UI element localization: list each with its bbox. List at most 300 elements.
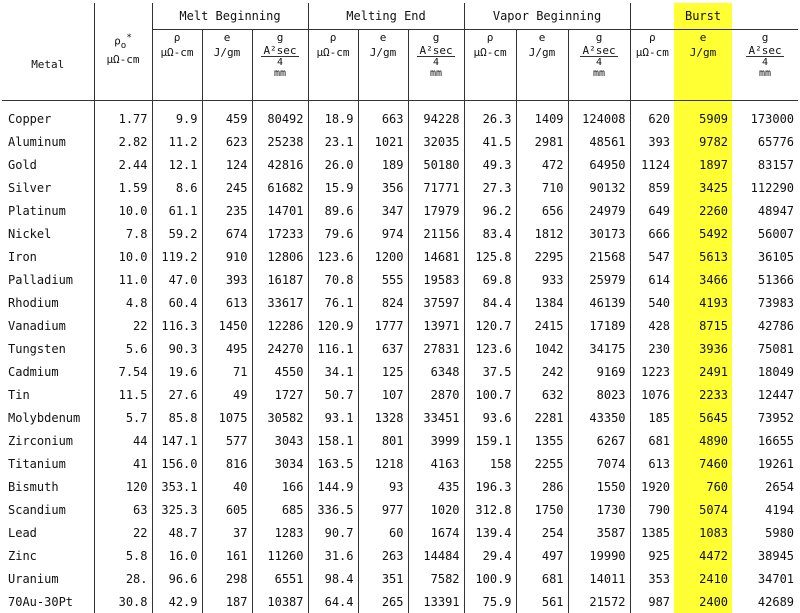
cell-me-rho: 79.6	[308, 222, 358, 245]
cell-me-e: 125	[358, 360, 408, 383]
cell-mb-g: 30582	[252, 406, 308, 429]
cell-b-rho: 1920	[630, 475, 674, 498]
table-row	[2, 314, 798, 337]
group-burst: Burst	[674, 3, 732, 30]
cell-b-e: 5613	[674, 245, 732, 268]
table-row	[2, 475, 798, 498]
cell-vb-rho: 69.8	[464, 268, 516, 291]
cell-vb-rho: 96.2	[464, 199, 516, 222]
cell-vb-rho: 120.7	[464, 314, 516, 337]
cell-vb-e: 286	[516, 475, 568, 498]
cell-mb-g: 42816	[252, 153, 308, 176]
cell-mb-rho: 90.3	[152, 337, 202, 360]
cell-rho0: 120	[94, 475, 152, 498]
cell-vb-e: 1042	[516, 337, 568, 360]
table-row	[2, 107, 798, 130]
cell-vb-g: 6267	[568, 429, 630, 452]
cell-mb-e: 71	[202, 360, 252, 383]
cell-mb-g: 3043	[252, 429, 308, 452]
cell-b-rho: 649	[630, 199, 674, 222]
cell-mb-rho: 19.6	[152, 360, 202, 383]
cell-me-g: 2870	[408, 383, 464, 406]
cell-vb-e: 2295	[516, 245, 568, 268]
cell-vb-g: 48561	[568, 130, 630, 153]
cell-me-g: 13391	[408, 590, 464, 613]
cell-mb-e: 495	[202, 337, 252, 360]
cell-mb-g: 25238	[252, 130, 308, 153]
cell-metal: Palladium	[2, 268, 94, 291]
cell-me-g: 1674	[408, 521, 464, 544]
cell-mb-g: 10387	[252, 590, 308, 613]
cell-me-rho: 123.6	[308, 245, 358, 268]
cell-b-e: 4890	[674, 429, 732, 452]
cell-b-e: 5645	[674, 406, 732, 429]
cell-b-rho: 1124	[630, 153, 674, 176]
cell-vb-g: 124008	[568, 107, 630, 130]
cell-mb-rho: 325.3	[152, 498, 202, 521]
cell-me-g: 17979	[408, 199, 464, 222]
cell-rho0: 22	[94, 314, 152, 337]
cell-vb-g: 7074	[568, 452, 630, 475]
cell-me-g: 19583	[408, 268, 464, 291]
cell-metal: Zinc	[2, 544, 94, 567]
cell-mb-e: 910	[202, 245, 252, 268]
cell-mb-g: 3034	[252, 452, 308, 475]
table-row	[2, 406, 798, 429]
cell-b-e: 2260	[674, 199, 732, 222]
cell-rho0: 63	[94, 498, 152, 521]
cell-metal: Platinum	[2, 199, 94, 222]
cell-mb-g: 1727	[252, 383, 308, 406]
cell-me-rho: 90.7	[308, 521, 358, 544]
cell-metal: Gold	[2, 153, 94, 176]
cell-vb-g: 43350	[568, 406, 630, 429]
cell-vb-g: 17189	[568, 314, 630, 337]
metal-column-header: Metal	[2, 30, 94, 101]
cell-b-g: 4194	[732, 498, 798, 521]
cell-b-g: 36105	[732, 245, 798, 268]
cell-mb-rho: 96.6	[152, 567, 202, 590]
cell-me-g: 94228	[408, 107, 464, 130]
cell-b-g: 73952	[732, 406, 798, 429]
cell-rho0: 2.44	[94, 153, 152, 176]
mb-rho-header: ρ μΩ-cm	[152, 30, 202, 101]
cell-me-g: 32035	[408, 130, 464, 153]
table-row	[2, 521, 798, 544]
cell-mb-rho: 119.2	[152, 245, 202, 268]
cell-metal: Vanadium	[2, 314, 94, 337]
cell-b-rho: 666	[630, 222, 674, 245]
cell-metal: Silver	[2, 176, 94, 199]
cell-mb-e: 1450	[202, 314, 252, 337]
cell-me-rho: 163.5	[308, 452, 358, 475]
cell-rho0: 28.	[94, 567, 152, 590]
cell-b-e: 7460	[674, 452, 732, 475]
cell-vb-e: 1812	[516, 222, 568, 245]
cell-mb-rho: 85.8	[152, 406, 202, 429]
table-row	[2, 567, 798, 590]
cell-metal: Iron	[2, 245, 94, 268]
cell-rho0: 11.0	[94, 268, 152, 291]
cell-b-rho: 547	[630, 245, 674, 268]
cell-b-rho: 185	[630, 406, 674, 429]
cell-mb-e: 235	[202, 199, 252, 222]
table-body	[2, 101, 798, 613]
cell-me-e: 824	[358, 291, 408, 314]
cell-me-g: 37597	[408, 291, 464, 314]
cell-metal: Cadmium	[2, 360, 94, 383]
cell-b-g: 19261	[732, 452, 798, 475]
cell-metal: Aluminum	[2, 130, 94, 153]
cell-mb-rho: 61.1	[152, 199, 202, 222]
cell-vb-g: 24979	[568, 199, 630, 222]
cell-mb-e: 393	[202, 268, 252, 291]
cell-mb-e: 37	[202, 521, 252, 544]
cell-me-e: 1200	[358, 245, 408, 268]
cell-vb-g: 30173	[568, 222, 630, 245]
cell-b-e: 2410	[674, 567, 732, 590]
cell-mb-rho: 8.6	[152, 176, 202, 199]
cell-b-rho: 859	[630, 176, 674, 199]
cell-rho0: 7.54	[94, 360, 152, 383]
cell-mb-e: 245	[202, 176, 252, 199]
cell-mb-rho: 9.9	[152, 107, 202, 130]
cell-b-e: 3936	[674, 337, 732, 360]
cell-vb-g: 25979	[568, 268, 630, 291]
cell-mb-e: 623	[202, 130, 252, 153]
cell-vb-rho: 29.4	[464, 544, 516, 567]
cell-vb-g: 46139	[568, 291, 630, 314]
cell-mb-rho: 59.2	[152, 222, 202, 245]
cell-b-g: 83157	[732, 153, 798, 176]
cell-me-rho: 26.0	[308, 153, 358, 176]
cell-b-e: 5074	[674, 498, 732, 521]
cell-b-rho: 613	[630, 452, 674, 475]
cell-vb-rho: 27.3	[464, 176, 516, 199]
cell-mb-rho: 42.9	[152, 590, 202, 613]
cell-me-e: 1777	[358, 314, 408, 337]
cell-vb-e: 2981	[516, 130, 568, 153]
cell-vb-e: 2415	[516, 314, 568, 337]
cell-mb-g: 17233	[252, 222, 308, 245]
cell-me-rho: 76.1	[308, 291, 358, 314]
cell-vb-e: 497	[516, 544, 568, 567]
cell-mb-rho: 116.3	[152, 314, 202, 337]
cell-metal: Nickel	[2, 222, 94, 245]
cell-b-g: 2654	[732, 475, 798, 498]
cell-me-rho: 23.1	[308, 130, 358, 153]
cell-metal: Bismuth	[2, 475, 94, 498]
cell-b-g: 51366	[732, 268, 798, 291]
me-g-header: g $\frac{\text{A²sec}}{4}$ mm	[408, 30, 464, 101]
cell-mb-g: 11260	[252, 544, 308, 567]
cell-rho0: 4.8	[94, 291, 152, 314]
cell-vb-rho: 196.3	[464, 475, 516, 498]
cell-me-g: 7582	[408, 567, 464, 590]
cell-me-rho: 18.9	[308, 107, 358, 130]
cell-vb-rho: 75.9	[464, 590, 516, 613]
cell-mb-e: 674	[202, 222, 252, 245]
cell-rho0: 30.8	[94, 590, 152, 613]
me-e-header: e J/gm	[358, 30, 408, 101]
table-row	[2, 199, 798, 222]
cell-mb-rho: 16.0	[152, 544, 202, 567]
cell-me-e: 263	[358, 544, 408, 567]
cell-mb-g: 4550	[252, 360, 308, 383]
cell-me-rho: 98.4	[308, 567, 358, 590]
cell-mb-e: 187	[202, 590, 252, 613]
cell-me-e: 60	[358, 521, 408, 544]
cell-mb-e: 49	[202, 383, 252, 406]
cell-vb-rho: 123.6	[464, 337, 516, 360]
cell-vb-g: 34175	[568, 337, 630, 360]
cell-me-rho: 64.4	[308, 590, 358, 613]
metal-properties-table	[2, 3, 798, 613]
cell-me-e: 974	[358, 222, 408, 245]
cell-vb-e: 2255	[516, 452, 568, 475]
cell-b-g: 5980	[732, 521, 798, 544]
vb-rho-header: ρ μΩ-cm	[464, 30, 516, 101]
cell-me-g: 14681	[408, 245, 464, 268]
table-row	[2, 130, 798, 153]
sub-header-row	[2, 30, 798, 101]
vb-e-header: e J/gm	[516, 30, 568, 101]
cell-b-e: 1083	[674, 521, 732, 544]
cell-b-rho: 1385	[630, 521, 674, 544]
cell-b-e: 4193	[674, 291, 732, 314]
cell-vb-e: 710	[516, 176, 568, 199]
cell-mb-g: 1283	[252, 521, 308, 544]
group-header-row	[2, 3, 798, 30]
cell-mb-g: 6551	[252, 567, 308, 590]
cell-metal: Zirconium	[2, 429, 94, 452]
cell-me-rho: 34.1	[308, 360, 358, 383]
cell-me-e: 1021	[358, 130, 408, 153]
cell-b-rho: 230	[630, 337, 674, 360]
cell-vb-e: 254	[516, 521, 568, 544]
cell-mb-e: 459	[202, 107, 252, 130]
cell-vb-rho: 83.4	[464, 222, 516, 245]
cell-metal: Tungsten	[2, 337, 94, 360]
cell-me-e: 977	[358, 498, 408, 521]
cell-metal: Rhodium	[2, 291, 94, 314]
group-melt-beginning: Melt Beginning	[152, 3, 308, 30]
cell-vb-e: 1750	[516, 498, 568, 521]
cell-mb-e: 613	[202, 291, 252, 314]
cell-me-e: 93	[358, 475, 408, 498]
cell-mb-rho: 147.1	[152, 429, 202, 452]
cell-mb-e: 40	[202, 475, 252, 498]
cell-vb-e: 2281	[516, 406, 568, 429]
cell-vb-rho: 93.6	[464, 406, 516, 429]
cell-me-e: 347	[358, 199, 408, 222]
cell-b-g: 173000	[732, 107, 798, 130]
cell-me-g: 27831	[408, 337, 464, 360]
cell-me-g: 14484	[408, 544, 464, 567]
burst-rho-header: ρ μΩ-cm	[630, 30, 674, 101]
cell-b-e: 2233	[674, 383, 732, 406]
cell-me-e: 189	[358, 153, 408, 176]
cell-rho0: 1.59	[94, 176, 152, 199]
table-row	[2, 337, 798, 360]
cell-vb-e: 1355	[516, 429, 568, 452]
rho0-column-header: $\rho_o^*$ μΩ-cm	[94, 30, 152, 101]
cell-b-g: 42689	[732, 590, 798, 613]
cell-b-g: 73983	[732, 291, 798, 314]
cell-me-g: 3999	[408, 429, 464, 452]
cell-me-e: 637	[358, 337, 408, 360]
cell-vb-g: 21572	[568, 590, 630, 613]
cell-vb-rho: 26.3	[464, 107, 516, 130]
me-rho-header: ρ μΩ-cm	[308, 30, 358, 101]
cell-mb-e: 161	[202, 544, 252, 567]
cell-b-e: 4472	[674, 544, 732, 567]
cell-b-rho: 790	[630, 498, 674, 521]
cell-metal: Titanium	[2, 452, 94, 475]
cell-b-e: 5492	[674, 222, 732, 245]
cell-b-e: 2400	[674, 590, 732, 613]
cell-mb-rho: 12.1	[152, 153, 202, 176]
cell-vb-g: 1730	[568, 498, 630, 521]
cell-me-e: 265	[358, 590, 408, 613]
cell-mb-g: 166	[252, 475, 308, 498]
cell-mb-g: 24270	[252, 337, 308, 360]
cell-vb-rho: 84.4	[464, 291, 516, 314]
cell-rho0: 7.8	[94, 222, 152, 245]
cell-mb-e: 816	[202, 452, 252, 475]
cell-vb-rho: 41.5	[464, 130, 516, 153]
cell-me-e: 663	[358, 107, 408, 130]
cell-b-g: 112290	[732, 176, 798, 199]
cell-rho0: 10.0	[94, 199, 152, 222]
cell-me-e: 351	[358, 567, 408, 590]
cell-rho0: 2.82	[94, 130, 152, 153]
cell-metal: Copper	[2, 107, 94, 130]
cell-me-rho: 158.1	[308, 429, 358, 452]
cell-me-e: 1218	[358, 452, 408, 475]
cell-b-e: 9782	[674, 130, 732, 153]
cell-me-g: 50180	[408, 153, 464, 176]
mb-e-header: e J/gm	[202, 30, 252, 101]
cell-rho0: 41	[94, 452, 152, 475]
cell-b-rho: 614	[630, 268, 674, 291]
cell-mb-g: 80492	[252, 107, 308, 130]
cell-me-e: 107	[358, 383, 408, 406]
cell-vb-rho: 49.3	[464, 153, 516, 176]
cell-metal: 70Au-30Pt	[2, 590, 94, 613]
cell-vb-g: 90132	[568, 176, 630, 199]
cell-rho0: 5.6	[94, 337, 152, 360]
cell-mb-rho: 353.1	[152, 475, 202, 498]
cell-b-g: 56007	[732, 222, 798, 245]
cell-vb-g: 21568	[568, 245, 630, 268]
cell-mb-g: 12286	[252, 314, 308, 337]
cell-b-rho: 925	[630, 544, 674, 567]
cell-mb-rho: 11.2	[152, 130, 202, 153]
cell-b-e: 5909	[674, 107, 732, 130]
cell-rho0: 10.0	[94, 245, 152, 268]
cell-b-g: 38945	[732, 544, 798, 567]
cell-mb-rho: 60.4	[152, 291, 202, 314]
cell-me-rho: 50.7	[308, 383, 358, 406]
cell-vb-rho: 159.1	[464, 429, 516, 452]
cell-vb-g: 19990	[568, 544, 630, 567]
cell-b-e: 2491	[674, 360, 732, 383]
cell-metal: Tin	[2, 383, 94, 406]
cell-rho0: 5.7	[94, 406, 152, 429]
cell-vb-e: 1409	[516, 107, 568, 130]
cell-me-rho: 120.9	[308, 314, 358, 337]
cell-me-rho: 93.1	[308, 406, 358, 429]
cell-vb-e: 561	[516, 590, 568, 613]
cell-b-g: 12447	[732, 383, 798, 406]
cell-mb-rho: 156.0	[152, 452, 202, 475]
cell-vb-rho: 37.5	[464, 360, 516, 383]
cell-vb-g: 3587	[568, 521, 630, 544]
cell-vb-rho: 312.8	[464, 498, 516, 521]
cell-vb-rho: 139.4	[464, 521, 516, 544]
cell-b-g: 48947	[732, 199, 798, 222]
cell-me-g: 1020	[408, 498, 464, 521]
cell-mb-e: 124	[202, 153, 252, 176]
cell-mb-g: 33617	[252, 291, 308, 314]
cell-vb-e: 472	[516, 153, 568, 176]
cell-rho0: 1.77	[94, 107, 152, 130]
cell-me-g: 71771	[408, 176, 464, 199]
cell-b-e: 3466	[674, 268, 732, 291]
cell-b-e: 1897	[674, 153, 732, 176]
cell-b-rho: 353	[630, 567, 674, 590]
cell-me-rho: 70.8	[308, 268, 358, 291]
cell-mb-g: 14701	[252, 199, 308, 222]
table-row	[2, 153, 798, 176]
cell-mb-g: 16187	[252, 268, 308, 291]
table-row	[2, 383, 798, 406]
cell-b-g: 65776	[732, 130, 798, 153]
cell-mb-e: 298	[202, 567, 252, 590]
cell-vb-e: 656	[516, 199, 568, 222]
group-vapor-beginning: Vapor Beginning	[464, 3, 630, 30]
cell-mb-rho: 27.6	[152, 383, 202, 406]
cell-me-e: 555	[358, 268, 408, 291]
cell-vb-g: 14011	[568, 567, 630, 590]
cell-mb-rho: 47.0	[152, 268, 202, 291]
cell-vb-g: 64950	[568, 153, 630, 176]
cell-b-e: 760	[674, 475, 732, 498]
cell-me-e: 1328	[358, 406, 408, 429]
cell-me-rho: 89.6	[308, 199, 358, 222]
cell-vb-g: 8023	[568, 383, 630, 406]
cell-b-g: 18049	[732, 360, 798, 383]
cell-mb-e: 1075	[202, 406, 252, 429]
table-row	[2, 291, 798, 314]
cell-vb-e: 933	[516, 268, 568, 291]
cell-vb-e: 242	[516, 360, 568, 383]
cell-mb-g: 61682	[252, 176, 308, 199]
cell-rho0: 44	[94, 429, 152, 452]
cell-mb-rho: 48.7	[152, 521, 202, 544]
cell-vb-g: 1550	[568, 475, 630, 498]
table-row	[2, 268, 798, 291]
table-row	[2, 245, 798, 268]
cell-vb-rho: 158	[464, 452, 516, 475]
table-row	[2, 360, 798, 383]
cell-b-e: 8715	[674, 314, 732, 337]
cell-me-e: 801	[358, 429, 408, 452]
cell-b-g: 42786	[732, 314, 798, 337]
burst-e-header: e J/gm	[674, 30, 732, 101]
cell-vb-rho: 125.8	[464, 245, 516, 268]
